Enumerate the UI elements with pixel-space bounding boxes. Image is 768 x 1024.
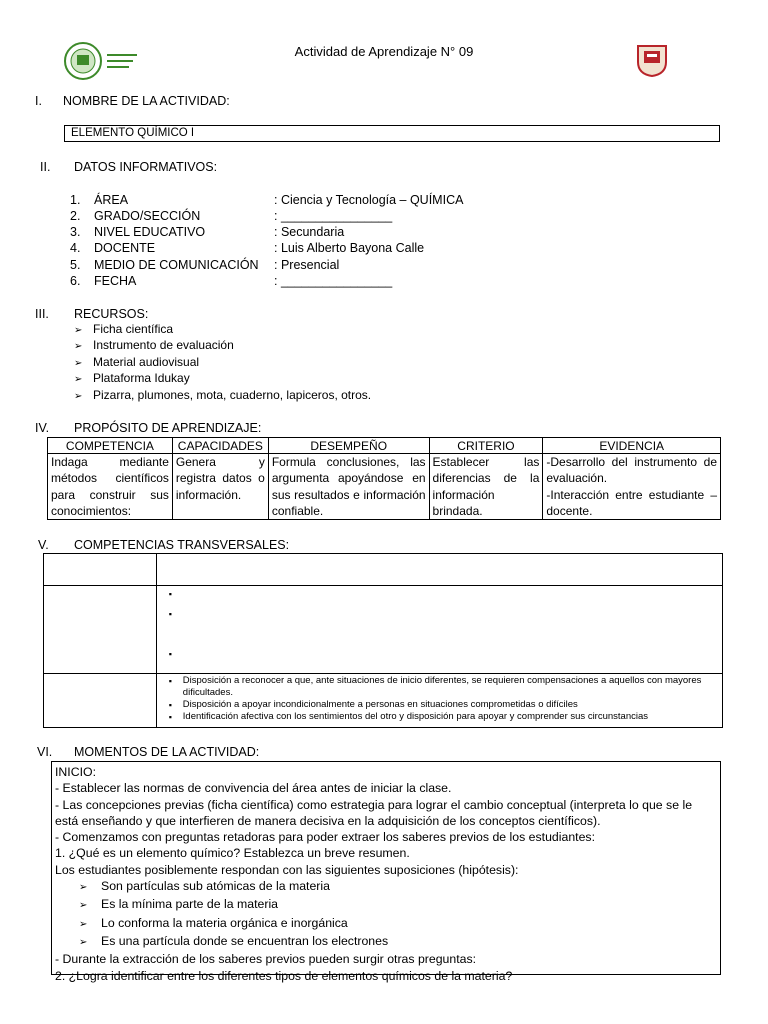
moment-line: 1. ¿Qué es un elemento químico? Establezca un breve resumen. <box>55 846 410 861</box>
arrow-bullet-icon: ➢ <box>74 341 83 352</box>
hypothesis-item: ➢ Es una partícula donde se encuentran los electrones <box>55 933 717 951</box>
resource-item: ➢ Instrumento de evaluación <box>74 338 234 352</box>
table-header: CRITERIO <box>429 438 543 454</box>
table-cell <box>156 674 722 728</box>
hypothesis-item: ➢ Son partículas sub atómicas de la materia <box>55 878 717 896</box>
empty-bullet <box>169 588 722 608</box>
table-cell <box>44 674 157 728</box>
capacidades-cell: Genera y registra datos o información. <box>172 454 268 520</box>
info-row-fecha: 6. FECHA <box>70 274 137 288</box>
info-value-medio: : Presencial <box>274 258 340 272</box>
resource-item: ➢ Material audiovisual <box>74 355 200 369</box>
empty-bullet <box>169 608 722 648</box>
arrow-bullet-icon: ➢ <box>79 918 88 930</box>
arrow-bullet-icon: ➢ <box>79 900 88 912</box>
list-item: ▪ Identificación afectiva con los sentimientos del otro y disposición para apoyar y comprender sus circunstancias <box>169 711 722 723</box>
hypothesis-item: ➢ Es la mínima parte de la materia <box>55 896 717 914</box>
desempeno-cell: Formula conclusiones, las argumenta apoyándose en sus resultados e información confiable. <box>268 454 429 520</box>
info-value-docente: : Luis Alberto Bayona Calle <box>274 241 425 255</box>
info-row-docente: 4. DOCENTE <box>70 241 156 255</box>
moment-line: INICIO: <box>55 765 96 779</box>
moment-line: 2. ¿Logra identificar entre los diferentes tipos de elementos químicos de la materia? <box>55 968 513 983</box>
arrow-bullet-icon: ➢ <box>74 358 83 369</box>
arrow-bullet-icon: ➢ <box>74 325 83 336</box>
resource-item: ➢ Plataforma Idukay <box>74 371 190 385</box>
arrow-bullet-icon: ➢ <box>74 374 83 385</box>
table-cell <box>44 586 157 674</box>
evidencia-cell: -Desarrollo del instrumento de evaluación. -Interacción entre estudiante – docente. <box>543 454 721 520</box>
arrow-bullet-icon: ➢ <box>79 882 88 894</box>
resource-item: ➢ Ficha científica <box>74 322 174 336</box>
activity-name-box: ELEMENTO QUÍMICO I <box>64 125 720 142</box>
info-row-nivel: 3. NIVEL EDUCATIVO <box>70 225 206 239</box>
purpose-table <box>47 437 721 520</box>
page-title: Actividad de Aprendizaje N° 09 <box>294 44 474 59</box>
table-header: EVIDENCIA <box>543 438 721 454</box>
table-header: DESEMPEÑO <box>268 438 429 454</box>
competencia-cell: Indaga mediante métodos científicos para construir sus conocimientos: <box>48 454 173 520</box>
transversal-table <box>43 553 723 728</box>
section-6-heading: VI. MOMENTOS DE LA ACTIVIDAD: <box>37 745 260 759</box>
info-value-area: : Ciencia y Tecnología – QUÍMICA <box>274 193 464 207</box>
table-cell <box>156 554 722 586</box>
table-cell <box>44 554 157 586</box>
info-row-area: 1. ÁREA <box>70 193 129 207</box>
table-row <box>48 454 721 520</box>
table-header: COMPETENCIA <box>48 438 173 454</box>
moment-line: - Comenzamos con preguntas retadoras para poder extraer los saberes previos de los estudiantes: <box>55 830 595 845</box>
section-2-heading: II. DATOS INFORMATIVOS: <box>40 160 218 174</box>
table-cell <box>156 586 722 674</box>
info-row-medio: 5. MEDIO DE COMUNICACIÓN <box>70 258 259 272</box>
hypothesis-item: ➢ Lo conforma la materia orgánica e inorgánica <box>55 915 717 933</box>
arrow-bullet-icon: ➢ <box>74 391 83 402</box>
table-header: CAPACIDADES <box>172 438 268 454</box>
section-4-heading: IV. PROPÓSITO DE APRENDIZAJE: <box>35 421 262 435</box>
info-value-nivel: : Secundaria <box>274 225 345 239</box>
arrow-bullet-icon: ➢ <box>79 936 88 948</box>
section-1-heading: I. NOMBRE DE LA ACTIVIDAD: <box>35 94 230 108</box>
info-value-fecha: : ________________ <box>274 274 393 288</box>
moment-line: - Durante la extracción de los saberes previos pueden surgir otras preguntas: <box>55 952 477 967</box>
info-row-grado: 2. GRADO/SECCIÓN <box>70 209 201 223</box>
criterio-cell: Establecer las diferencias de la información brindada. <box>429 454 543 520</box>
empty-bullet <box>169 648 722 668</box>
info-value-grado: : ________________ <box>274 209 393 223</box>
list-item: ▪ Disposición a apoyar incondicionalmente a personas en situaciones comprometidas o difíciles <box>169 699 722 711</box>
moment-line: Los estudiantes posiblemente respondan con las siguientes suposiciones (hipótesis): <box>55 862 519 877</box>
moment-line: - Las concepciones previas (ficha científica) como estrategia para lograr el cambio conceptual (interpreta lo que se le está enseñando y que interfieren de manera decisiva en la adquisición de los conceptos científicos). <box>55 797 693 828</box>
moments-box <box>51 761 721 983</box>
resource-item: ➢ Pizarra, plumones, mota, cuaderno, lapiceros, otros. <box>74 388 372 402</box>
section-5-heading: V. COMPETENCIAS TRANSVERSALES: <box>38 538 290 552</box>
moment-line: - Establecer las normas de convivencia del área antes de iniciar la clase. <box>55 781 452 796</box>
list-item: ▪ Disposición a reconocer a que, ante situaciones de inicio diferentes, se requieren compensaciones a aquellos con mayores dificultades. <box>169 675 722 699</box>
section-3-heading: III. RECURSOS: <box>35 307 149 321</box>
